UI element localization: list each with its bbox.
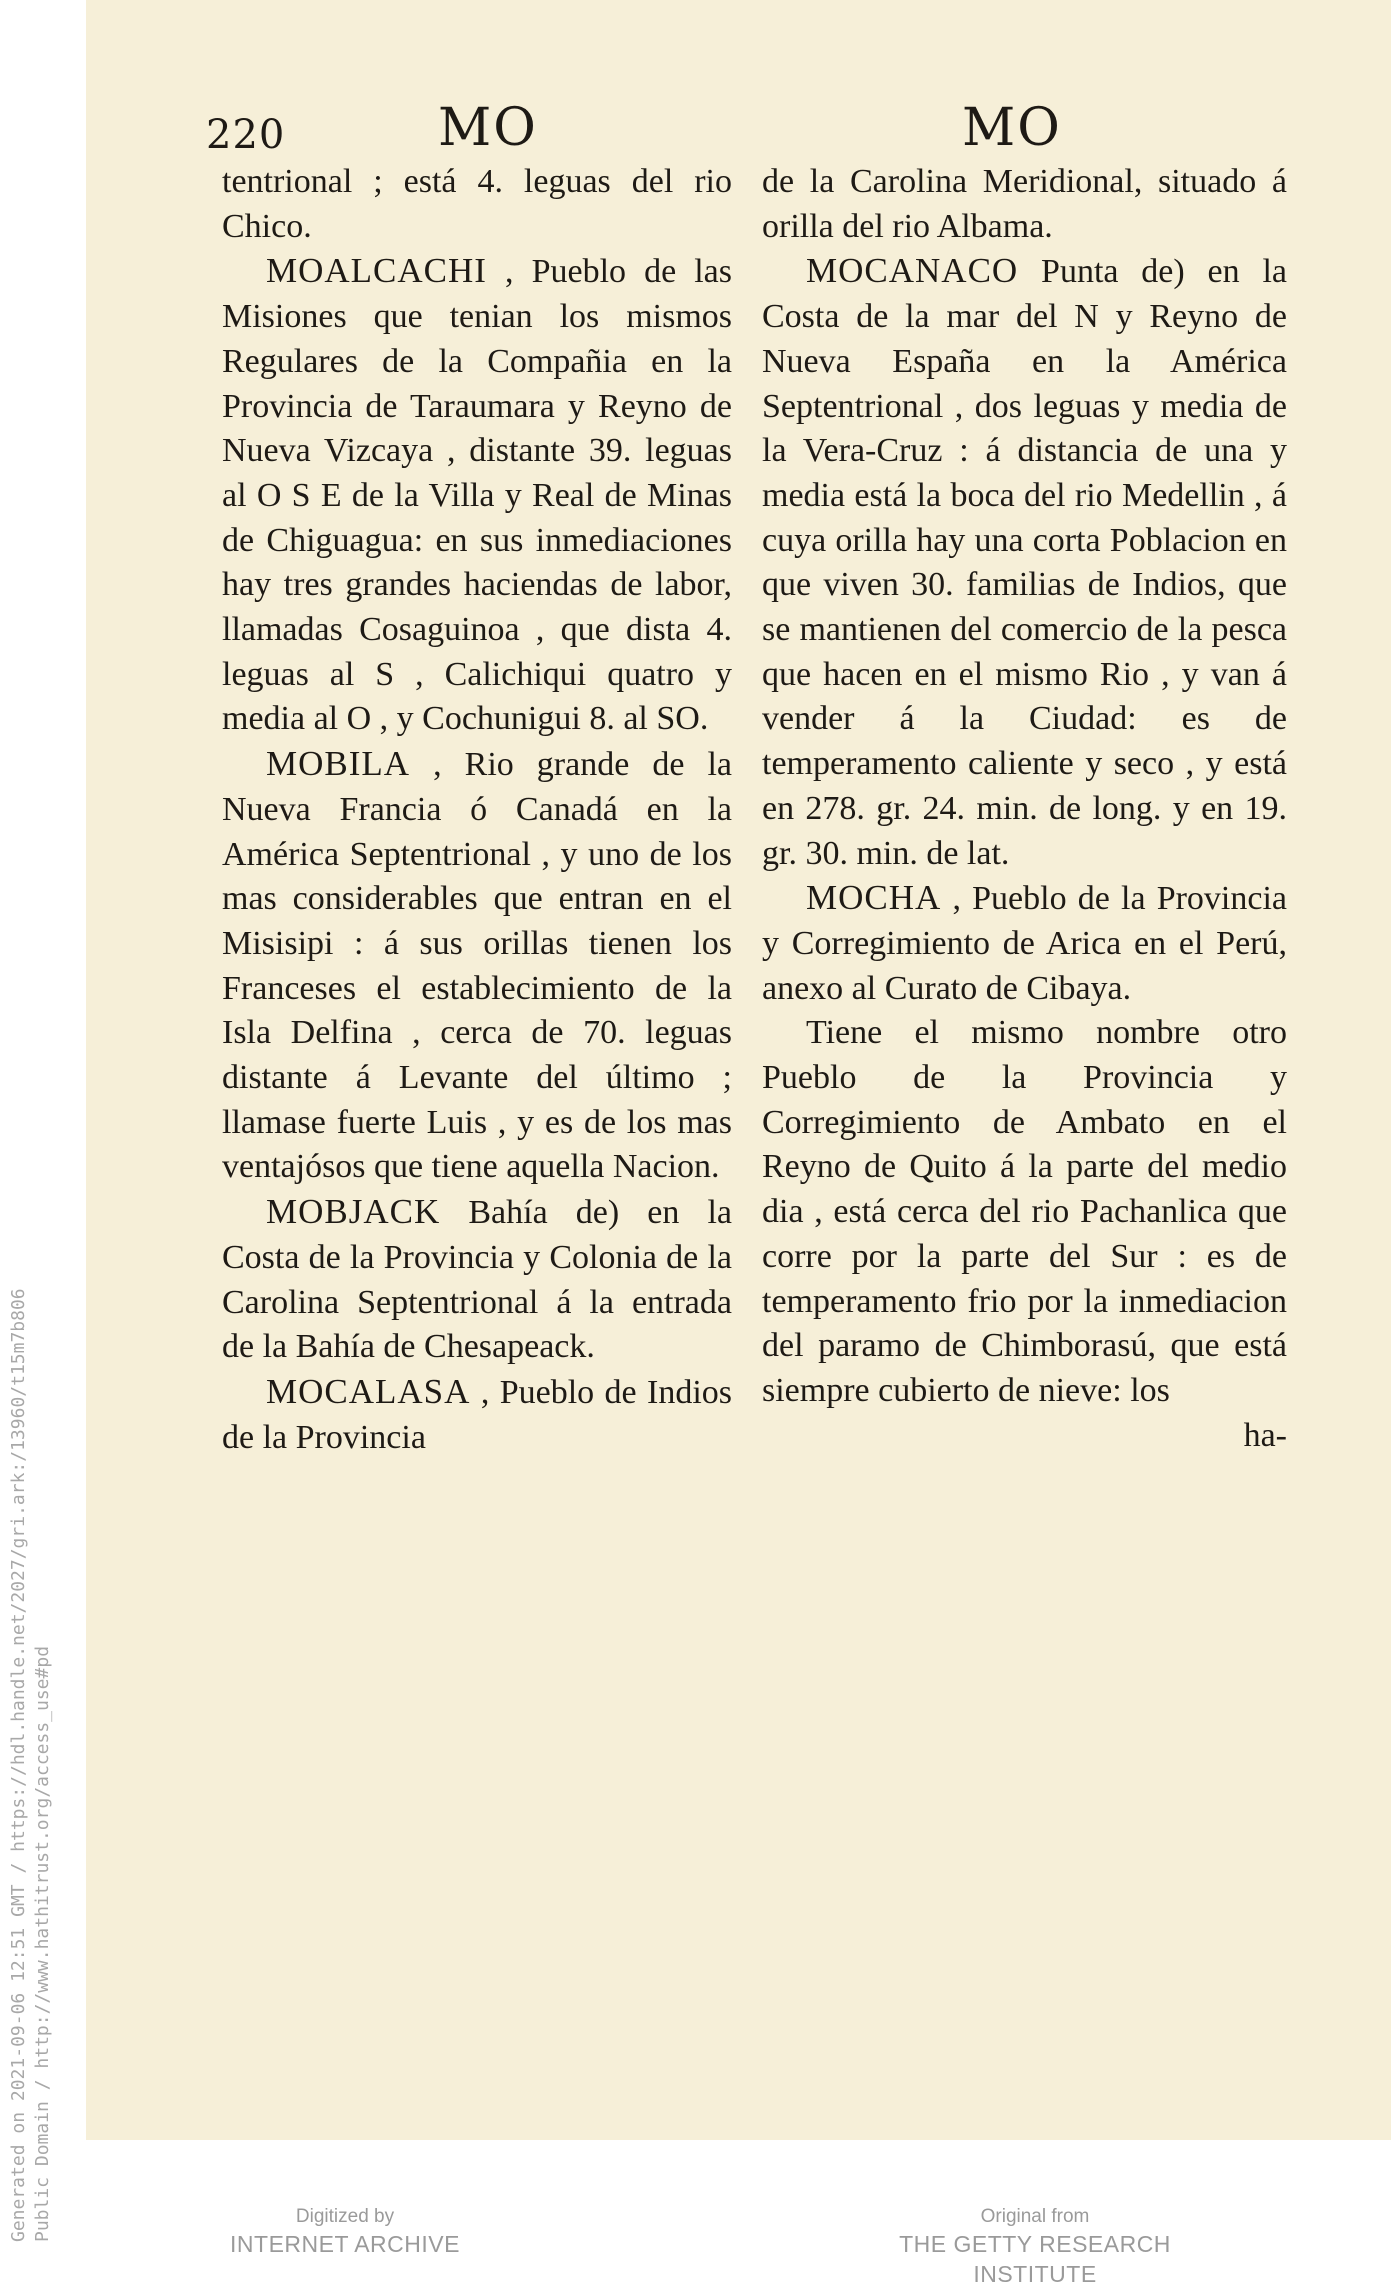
entry-headword: MOCANACO bbox=[806, 251, 1019, 291]
entry-paragraph bbox=[222, 160, 732, 249]
entry-paragraph bbox=[222, 1370, 732, 1460]
entry-text: Bahía de) en la Costa de la Provincia y Colonia de la Carolina Septentrional á la entrada de la Bahía de Chesapeack. bbox=[222, 1194, 732, 1366]
left-column bbox=[222, 160, 732, 1460]
entry-paragraph bbox=[762, 1011, 1287, 1413]
running-head-right: MO bbox=[962, 98, 1062, 158]
entry-paragraph bbox=[222, 742, 732, 1190]
entry-headword: MOCALASA bbox=[266, 1371, 471, 1411]
page-header bbox=[86, 98, 1391, 168]
entry-text: de la Carolina Meridional, situado á orilla del rio Albama. bbox=[762, 163, 1287, 245]
entry-text: , Rio grande de la Nueva Francia ó Canadá en la América Septentrional , y uno de los mas considerables que entran en el Misisipi : á sus orillas tienen los Franceses el establecimiento de la Isla Delfina , cerca de 70. leguas distante á Levante del último ; llamase fuerte Luis , y es de los mas ventajósos que tiene aquella Nacion. bbox=[222, 746, 733, 1186]
entry-text: tentrional ; está 4. leguas del rio Chico. bbox=[222, 163, 732, 245]
original-from-label: Original from bbox=[980, 2206, 1090, 2227]
entry-text: Tiene el mismo nombre otro Pueblo de la Provincia y Corregimiento de Ambato en el Reyno de Quito á la parte del medio dia , está cerca del rio Pachanlica que corre por la parte del Sur : es de temperamento frio por la inmediacion del paramo de Chimborasú, que está siempre cubierto de nieve: los bbox=[762, 1014, 1287, 1409]
running-head-left: MO bbox=[438, 98, 538, 158]
generation-stamp bbox=[0, 1160, 86, 2260]
entry-paragraph bbox=[222, 249, 732, 742]
stamp-line-generated: Generated on 2021-09-06 12:51 GMT / https://hdl.handle.net/2027/gri.ark:/13960/t15m7b806 bbox=[8, 1288, 29, 2242]
digitization-footer bbox=[0, 2205, 1391, 2287]
digitized-by-label: Digitized by bbox=[295, 2206, 395, 2227]
entry-text: Punta de) en la Costa de la mar del N y Reyno de Nueva España en la América Septentrional , dos leguas y media de la Vera-Cruz : á distancia de una y media está la boca del rio Medellin , á cuya orilla hay una corta Poblacion en que viven 30. familias de Indios, que se mantienen del comercio de la pesca que hacen en el mismo Rio , y van á vender á la Ciudad: es de temperamento caliente y seco , y está en 278. gr. 24. min. de long. y en 19. gr. 30. min. de lat. bbox=[762, 253, 1287, 872]
entry-headword: MOALCACHI bbox=[266, 251, 487, 291]
entry-headword: MOBILA bbox=[266, 744, 411, 784]
source-institution: THE GETTY RESEARCH INSTITUTE bbox=[899, 2231, 1171, 2287]
original-from-credit bbox=[840, 2205, 1230, 2289]
entry-headword: MOCHA bbox=[806, 878, 942, 918]
digitizer-name: INTERNET ARCHIVE bbox=[230, 2231, 460, 2257]
entry-headword: MOBJACK bbox=[266, 1192, 441, 1232]
entry-paragraph bbox=[222, 1190, 732, 1370]
digitized-by-credit bbox=[230, 2205, 460, 2259]
catchword: ha- bbox=[1243, 1416, 1287, 1454]
page-number: 220 bbox=[206, 112, 286, 158]
entry-paragraph bbox=[762, 249, 1287, 876]
entry-paragraph bbox=[762, 160, 1287, 249]
stamp-line-rights: Public Domain / http://www.hathitrust.org/access_use#pd bbox=[32, 1645, 53, 2242]
entry-text: , Pueblo de Indios de la Provincia bbox=[222, 1373, 732, 1456]
entry-paragraph bbox=[762, 876, 1287, 1011]
entry-text: , Pueblo de la Provincia y Corregimiento de Arica en el Perú, anexo al Curato de Cibaya. bbox=[762, 880, 1287, 1007]
book-page bbox=[86, 0, 1391, 2140]
entry-text: , Pueblo de las Misiones que tenian los mismos Regulares de la Compañia en la Provincia de Taraumara y Reyno de Nueva Vizcaya , distante 39. leguas al O S E de la Villa y Real de Minas de Chiguagua: en sus inmediaciones hay tres grandes haciendas de labor, llamadas Cosaguinoa , que dista 4. leguas al S , Calichiqui quatro y media al O , y Cochunigui 8. al SO. bbox=[222, 253, 732, 738]
right-column bbox=[762, 160, 1287, 1458]
